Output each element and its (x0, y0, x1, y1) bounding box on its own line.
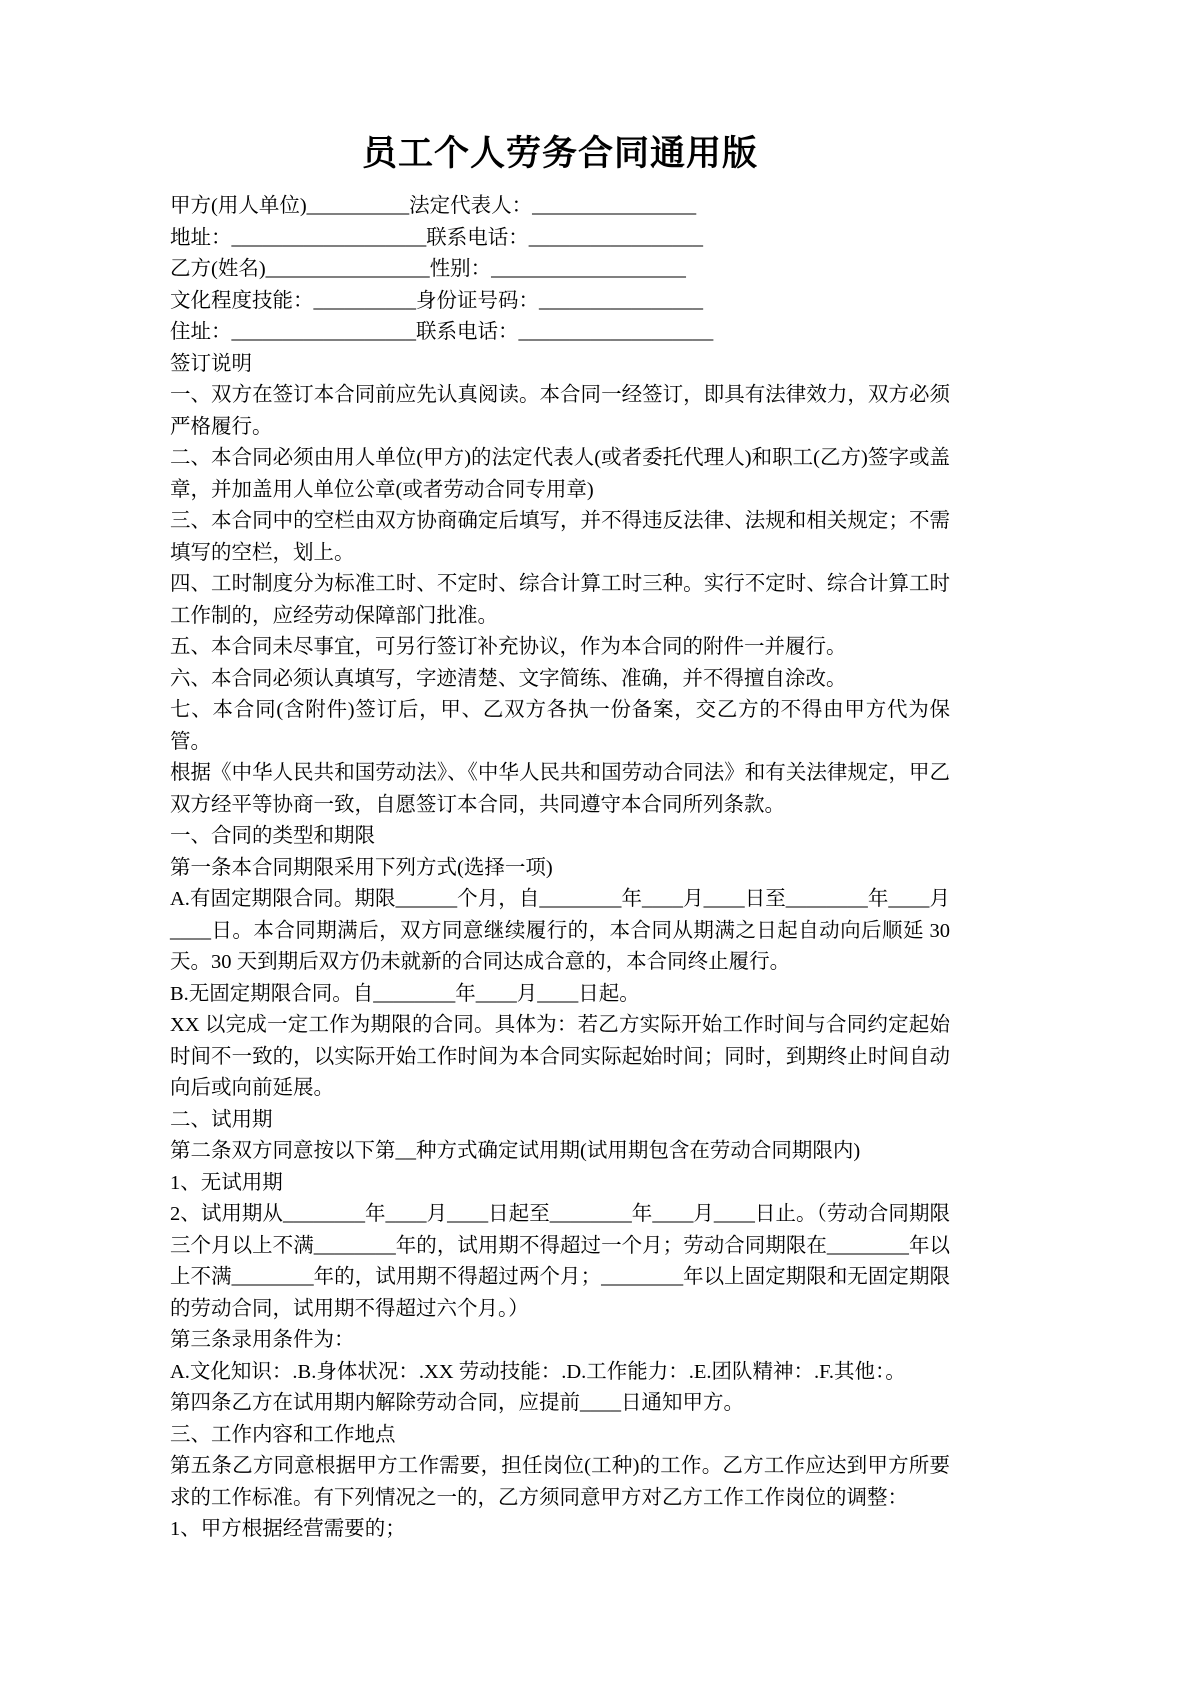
section-1-option-a: A.有固定期限合同。期限______个月，自________年____月____日至________年____月___​_日。本合同期满后，双方同意继续履行的，本合同从期满之日起自动向后顺延 30 天。30 天到期后双方仍未就新的合同达成合意的，本合同终止履行。 (170, 888, 956, 974)
signing-notice-item-2: 二、本合同必须由用人单位(甲方)的法定代表人(或者委托代理人)和职工(乙方)签字或盖章，并加盖用人单位公章(或者劳动合同专用章) (170, 447, 950, 501)
section-2-option-1: 1、无试用期 (170, 1171, 283, 1194)
header-field-education-id: 文化程度技能：__________身份证号码：________________ (170, 289, 703, 312)
signing-notice-item-5: 五、本合同未尽事宜，可另行签订补充协议，作为本合同的附件一并履行。 (170, 636, 847, 659)
section-1-heading: 一、合同的类型和期限 (170, 825, 375, 848)
section-2-heading: 二、试用期 (170, 1108, 273, 1131)
header-field-party-a: 甲方(用人单位)__________法定代表人：________________ (170, 195, 697, 218)
section-1-article-1: 第一条本合同期限采用下列方式(选择一项) (170, 856, 553, 879)
header-field-residence: 住址：__________________联系电话：___________________ (170, 321, 714, 344)
page-title: 员工个人劳务合同通用版 (361, 134, 758, 173)
signing-notice-item-4: 四、工时制度分为标准工时、不定时、综合计算工时三种。实行不定时、综合计算工时工作制的，应经劳动保障部门批准。 (170, 573, 950, 627)
section-2-article-2: 第二条双方同意按以下第__种方式确定试用期(试用期包含在劳动合同期限内) (170, 1140, 861, 1163)
signing-notice-item-1: 一、双方在签订本合同前应先认真阅读。本合同一经签订，即具有法律效力，双方必须严格履行。 (170, 384, 950, 438)
signing-notice-item-7: 七、本合同(含附件)签订后，甲、乙双方各执一份备案，交乙方的不得由甲方代为保管。 (170, 699, 950, 753)
section-1-option-b: B.无固定期限合同。自________年____月____日起。 (170, 982, 640, 1005)
section-2-hiring-conditions: A.文化知识：.B.身体状况：.XX 劳动技能：.D.工作能力：.E.团队精神：.F.其他：。 (170, 1360, 906, 1383)
section-2-article-4: 第四条乙方在试用期内解除劳动合同，应提前____日通知甲方。 (170, 1392, 744, 1415)
header-field-address: 地址：___________________联系电话：_________________ (170, 226, 703, 249)
signing-notice-item-6: 六、本合同必须认真填写，字迹清楚、文字简练、准确，并不得擅自涂改。 (170, 667, 847, 690)
header-field-party-b: 乙方(姓名)________________性别：___________________ (170, 258, 686, 281)
section-2-article-3: 第三条录用条件为： (170, 1329, 355, 1352)
section-3-article-5: 第五条乙方同意根据甲方工作需要，担任岗位(工种)的工作。乙方工作应达到甲方所要求的工作标准。有下列情况之一的，乙方须同意甲方对乙方工作工作岗位的调整： (170, 1455, 950, 1509)
section-1-option-c: XX 以完成一定工作为期限的合同。具体为：若乙方实际开始工作时间与合同约定起始时间不一致的，以实际开始工作时间为本合同实际起始时间；同时，到期终止时间自动向后或向前延展。 (170, 1014, 950, 1100)
signing-notice-heading: 签订说明 (170, 352, 252, 375)
section-3-item-1: 1、甲方根据经营需要的； (170, 1518, 406, 1541)
section-2-option-2: 2、试用期从________年____月____日起至________年____月____日止。（劳动合同期限三个月以上不满________年的，试用期不得超过一个月；劳动合同期限在________年以上不满________年的，试用期不得超过两个月；________年以上固定期限和无固定期限的劳动合同，试用期不得超过六个月。） (170, 1203, 950, 1320)
section-3-heading: 三、工作内容和工作地点 (170, 1423, 396, 1446)
signing-notice-item-3: 三、本合同中的空栏由双方协商确定后填写，并不得违反法律、法规和相关规定；不需填写的空栏，划上。 (170, 510, 950, 564)
preamble-paragraph: 根据《中华人民共和国劳动法》、《中华人民共和国劳动合同法》和有关法律规定，甲乙双方经平等协商一致，自愿签订本合同，共同遵守本合同所列条款。 (170, 762, 950, 816)
document-body (170, 130, 956, 1546)
